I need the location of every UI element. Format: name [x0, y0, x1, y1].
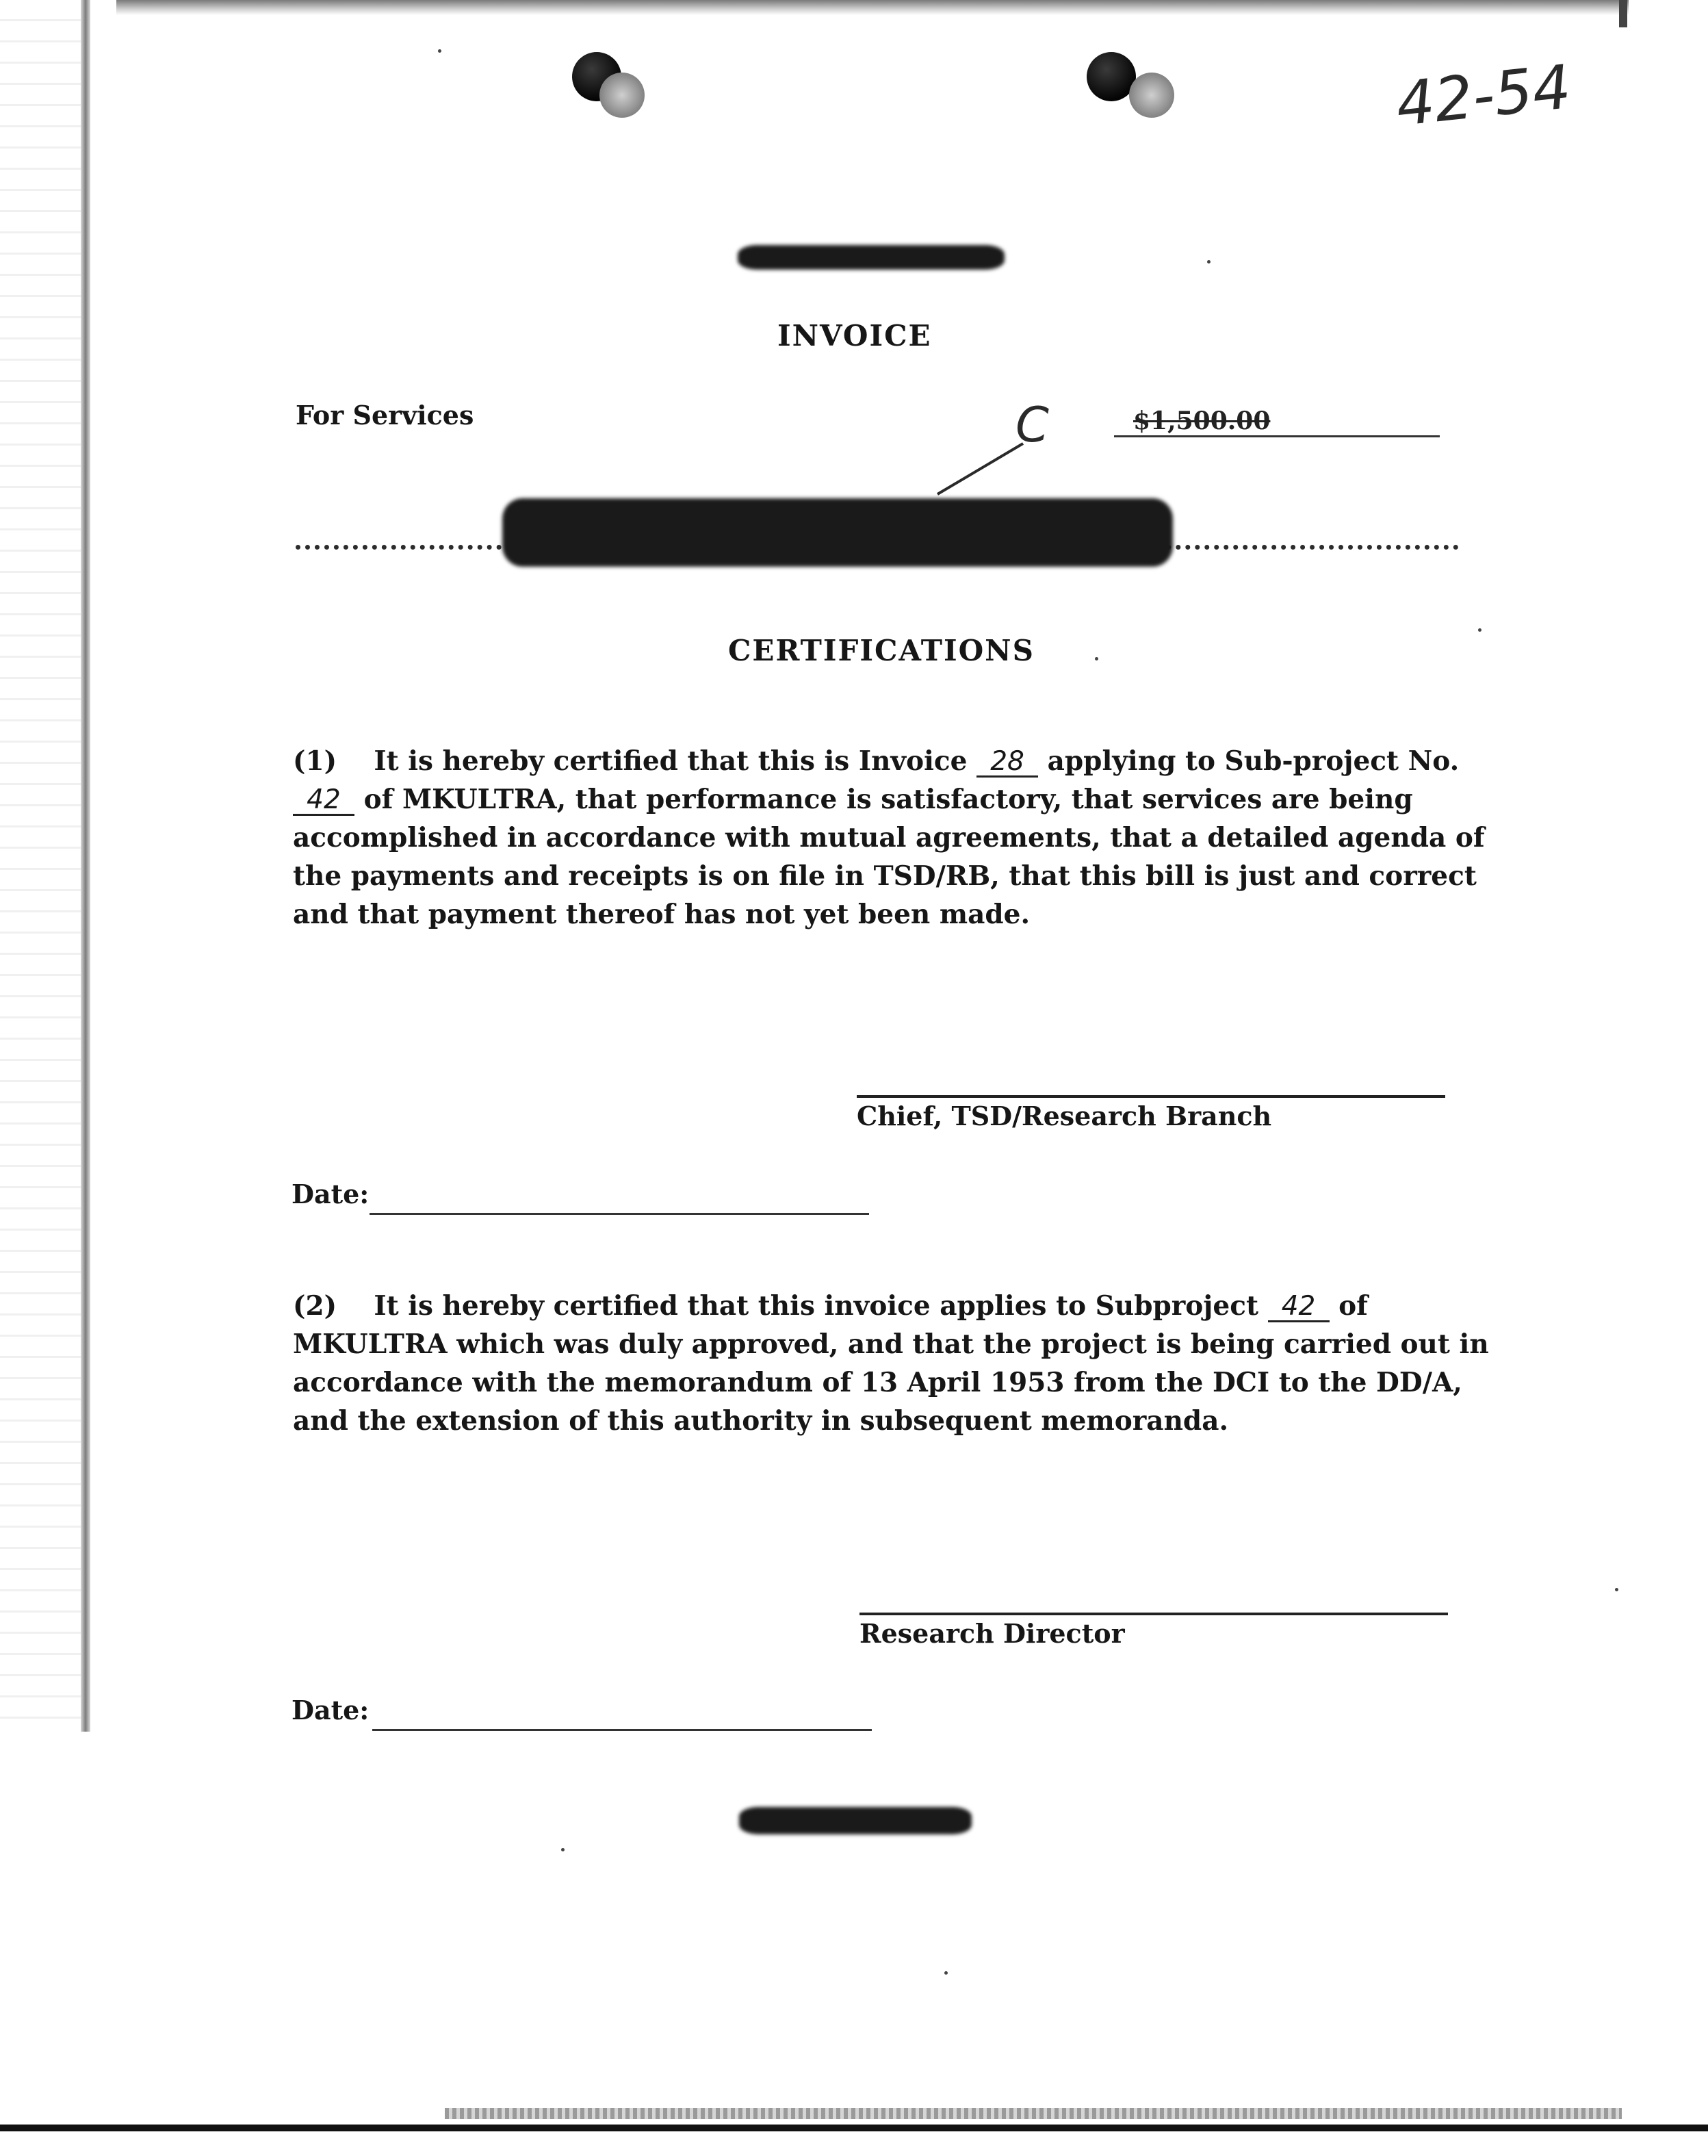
speck [1095, 657, 1098, 660]
speck [1478, 628, 1481, 632]
punch-hole-right-shadow [1129, 73, 1174, 118]
services-label: For Services [296, 400, 474, 431]
cert2-text-a: It is hereby certified that this invoice applies to Subproject [374, 1290, 1258, 1322]
invoice-title: INVOICE [777, 319, 932, 352]
cert1-date-label: Date: [292, 1179, 370, 1209]
cert2-date-line [372, 1729, 872, 1731]
redaction-payee [502, 498, 1173, 567]
cert1-text-b: applying to Sub-project No. [1047, 745, 1460, 777]
handwritten-page-number: 42-54 [1393, 51, 1575, 140]
scan-edge-bottom-noise [445, 2108, 1622, 2119]
certification-2-text [293, 1287, 1490, 1440]
redaction-top [738, 245, 1005, 270]
signature-line-2 [859, 1613, 1448, 1615]
speck [944, 1971, 948, 1975]
scan-edge-right [1619, 0, 1627, 27]
cert1-text-a: It is hereby certified that this is Invoice [374, 745, 968, 777]
speck [1615, 1588, 1618, 1591]
amount-underline [1114, 435, 1440, 437]
cert1-subproject: 42 [293, 786, 354, 816]
cert1-text-c: of MKULTRA, that performance is satisfactory, that services are being accomplished in accordance with mutual agreements, that a detailed agenda of the payments and receipts is on file in TSD/RB, that this bill is just and correct and that payment thereof has not yet been made. [293, 784, 1485, 930]
punch-hole-left-shadow [599, 73, 645, 118]
cert2-subproject: 42 [1268, 1293, 1330, 1322]
scan-edge-left [81, 0, 90, 1732]
certification-1-text [293, 742, 1490, 934]
signature-line-1 [857, 1095, 1445, 1098]
cert1-signatory: Chief, TSD/Research Branch [857, 1101, 1272, 1131]
speck [438, 49, 441, 53]
cert2-signatory: Research Director [859, 1618, 1125, 1649]
handwritten-stroke [931, 438, 1026, 500]
cert1-invoice-number: 28 [976, 748, 1038, 778]
cert1-date-line [370, 1213, 869, 1215]
cert1-number: (1) [293, 745, 337, 777]
scan-edge-top [116, 0, 1629, 15]
invoice-amount: $1,500.00 [1133, 407, 1271, 435]
redaction-bottom [739, 1807, 972, 1834]
cert2-text-b: of MKULTRA which was duly approved, and that the project is being carried out in accordance with the memorandum of 13 April 1953 from the DCI to the DD/A, and the extension of this authority in subsequent memoranda. [293, 1290, 1489, 1437]
certifications-title: CERTIFICATIONS [728, 634, 1035, 667]
scan-edge-bottom [0, 2125, 1708, 2131]
speck [1207, 260, 1211, 264]
handwritten-mark: C [1015, 397, 1049, 453]
cert2-date-label: Date: [292, 1695, 370, 1725]
scan-edge-left-noise [0, 0, 81, 1732]
speck [561, 1848, 565, 1851]
cert2-number: (2) [293, 1290, 337, 1322]
